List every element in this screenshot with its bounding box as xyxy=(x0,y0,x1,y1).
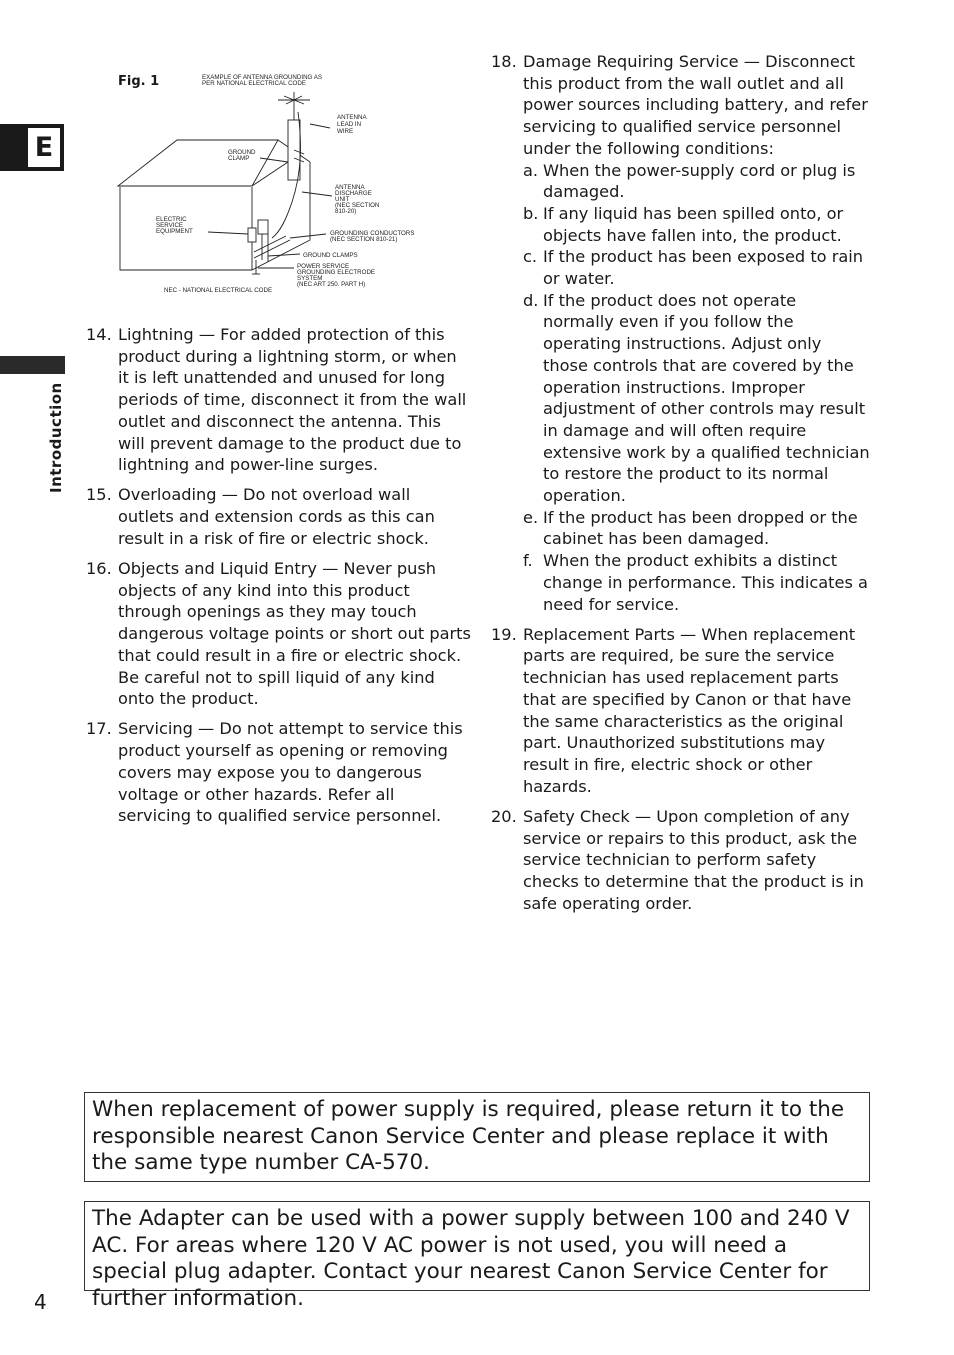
power-service-line-3: SYSTEM xyxy=(297,275,323,282)
sub-item-text: If the product has been dropped or the cabinet has been damaged. xyxy=(543,507,858,549)
list-item xyxy=(86,558,471,710)
item-text: Safety Check — Upon completion of any service or repairs to this product, ask the service technician to perform safety checks to determine that the product is in safe operating order. xyxy=(523,806,864,913)
item-number: 14. xyxy=(86,325,112,344)
nec-note: NEC - NATIONAL ELECTRICAL CODE xyxy=(164,287,273,294)
discharge-line-3: UNIT xyxy=(335,196,350,203)
item-number: 15. xyxy=(86,485,112,505)
caption-line-1: EXAMPLE OF ANTENNA GROUNDING AS xyxy=(202,74,322,81)
figure-label: Fig. 1 xyxy=(118,74,160,89)
item-number: 19. xyxy=(491,624,517,644)
sub-item-text: If the product does not operate normally even if you follow the operating instructions. Adjust only those controls that are covered by the operation instructions. Improper adjustment of other controls may result in damage and will often require extensive work by a qualified technician to restore the product to its normal operation. xyxy=(543,290,870,506)
item-text: Replacement Parts — When replacement parts are required, be sure the service technician has used replacement parts that are specified by Canon or that have the same characteristics as the original part. Unauthorized substitutions may result in fire, electric shock or other hazards. xyxy=(523,624,856,796)
sub-item xyxy=(523,246,871,289)
list-item xyxy=(491,624,871,798)
antenna-lead-line-2: LEAD IN xyxy=(337,121,362,128)
page-number: 4 xyxy=(34,1290,47,1314)
sub-item xyxy=(523,290,871,507)
caption-line-2: PER NATIONAL ELECTRICAL CODE xyxy=(202,80,306,87)
ground-clamp-line-2: CLAMP xyxy=(228,155,250,162)
list-item xyxy=(491,806,871,915)
ground-clamps-label: GROUND CLAMPS xyxy=(303,252,358,259)
item-text: Objects and Liquid Entry — Never push objects of any kind into this product through openings as they may touch dangerous voltage points or short out parts that could result in a fire or electric shock. Be careful not to spill liquid of any kind onto the product. xyxy=(118,559,471,709)
sub-item-letter: c. xyxy=(523,247,538,267)
antenna-lead-line-3: WIRE xyxy=(337,128,354,135)
sub-item-text: When the power-supply cord or plug is damaged. xyxy=(543,160,856,202)
sub-item xyxy=(523,550,871,615)
item-text: Lightning — For added protection of this product during a lightning storm, or when it is left unattended and unused for long periods of time, disconnect it from the wall outlet and disconnect the antenna. This will prevent damage to the product due to lightning and power-line surges. xyxy=(118,325,467,475)
sub-item xyxy=(523,160,871,203)
electric-service-line-3: EQUIPMENT xyxy=(156,228,193,235)
sub-item-letter: d. xyxy=(523,290,539,310)
antenna-grounding-figure xyxy=(110,62,440,302)
item-number: 17. xyxy=(86,719,112,739)
section-label-text: Introduction xyxy=(47,382,65,493)
power-supply-notice: When replacement of power supply is required, please return it to the responsible nearest Canon Service Center and please replace it with the same type number CA-570. xyxy=(84,1092,870,1182)
item-body xyxy=(523,51,871,615)
ground-clamp-line-1: GROUND xyxy=(228,149,256,156)
power-service-line-4: (NEC ART 250. PART H) xyxy=(297,281,366,288)
item-number: 16. xyxy=(86,559,112,579)
power-service-line-2: GROUNDING ELECTRODE xyxy=(297,269,376,276)
section-label xyxy=(47,378,69,498)
sub-item-text: If the product has been exposed to rain or water. xyxy=(543,247,864,289)
sub-item-letter: a. xyxy=(523,160,539,180)
list-item xyxy=(86,324,471,476)
sub-item-letter: b. xyxy=(523,203,539,223)
sub-item-text: If any liquid has been spilled onto, or objects have fallen into, the product. xyxy=(543,203,844,245)
sub-item-letter: e. xyxy=(523,507,539,527)
antenna-lead-line-1: ANTENNA xyxy=(337,114,367,121)
discharge-line-4: (NEC SECTION xyxy=(335,202,380,209)
item-text: Damage Requiring Service — Disconnect this product from the wall outlet and all power sources including battery, and refer servicing to qualified service personnel under the following conditions: xyxy=(523,52,868,158)
discharge-line-1: ANTENNA xyxy=(335,184,365,191)
section-marker-bar xyxy=(0,356,65,374)
electric-service-line-1: ELECTRIC xyxy=(156,216,187,223)
power-service-line-1: POWER SERVICE xyxy=(297,263,350,270)
antenna-grounding-diagram xyxy=(110,62,440,302)
item-number: 18. xyxy=(491,52,517,71)
item-number: 20. xyxy=(491,806,517,826)
item-text: Servicing — Do not attempt to service this product yourself as opening or removing covers may expose you to dangerous voltage or other hazards. Refer all servicing to qualified service personnel. xyxy=(118,719,463,826)
left-column xyxy=(86,324,471,835)
grounding-conductors-line-1: GROUNDING CONDUCTORS xyxy=(330,230,415,237)
electric-service-line-2: SERVICE xyxy=(156,222,184,229)
sub-item xyxy=(523,203,871,246)
list-item xyxy=(86,484,471,549)
list-item xyxy=(491,51,871,615)
section-tab-letter: E xyxy=(26,126,62,169)
adapter-notice: The Adapter can be used with a power supply between 100 and 240 V AC. For areas where 120 V AC power is not used, you will need a special plug adapter. Contact your nearest Canon Service Center for further information. xyxy=(84,1201,870,1291)
item-text: Overloading — Do not overload wall outlets and extension cords as this can result in a risk of fire or electric shock. xyxy=(118,485,435,548)
discharge-line-2: DISCHARGE xyxy=(335,190,372,197)
grounding-conductors-line-2: (NEC SECTION 810-21) xyxy=(330,236,398,243)
list-item xyxy=(86,718,471,827)
sub-item-text: When the product exhibits a distinct change in performance. This indicates a need for service. xyxy=(543,551,868,614)
sub-item-letter: f. xyxy=(523,551,533,571)
discharge-line-5: 810-20) xyxy=(335,208,357,215)
right-column xyxy=(491,51,871,923)
sub-item xyxy=(523,507,871,550)
